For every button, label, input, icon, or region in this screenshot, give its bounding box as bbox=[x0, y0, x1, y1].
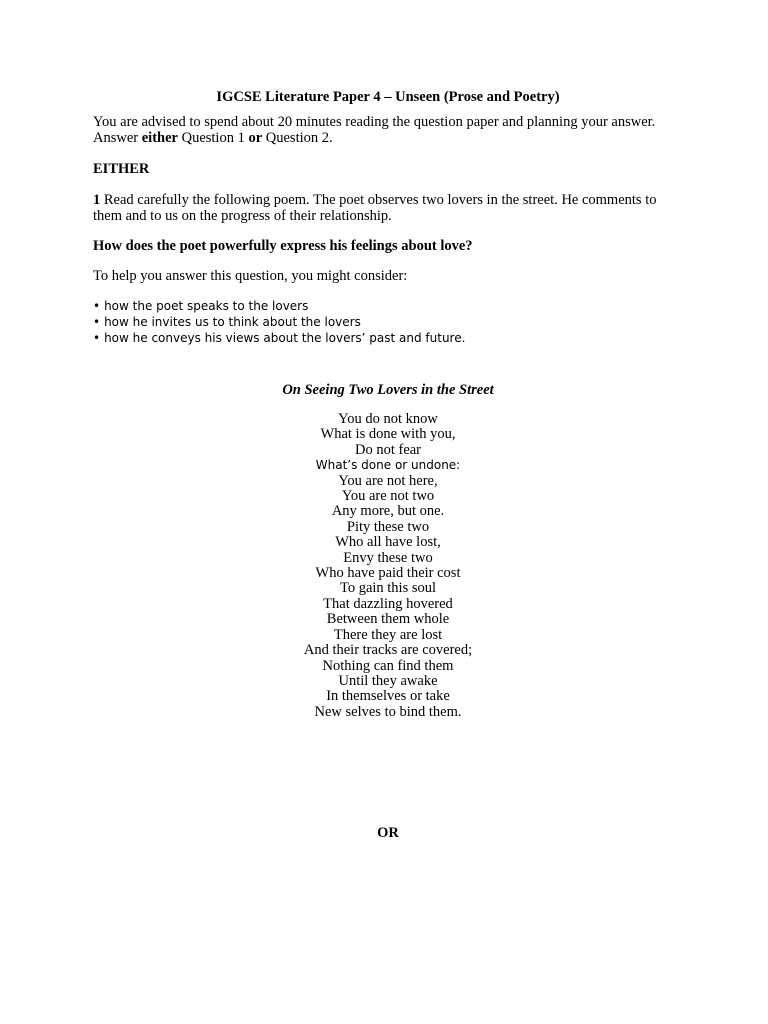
page-title: IGCSE Literature Paper 4 – Unseen (Prose and Poetry) bbox=[216, 89, 560, 105]
poem-line: There they are lost bbox=[333, 626, 443, 643]
list-item: • how he conveys his views about the lovers’ past and future. bbox=[93, 330, 465, 346]
poem-line: Envy these two bbox=[343, 549, 433, 566]
consider-list bbox=[93, 298, 465, 346]
or-heading: OR bbox=[377, 825, 399, 841]
either-heading: EITHER bbox=[93, 161, 150, 177]
question-number: 1 bbox=[93, 192, 101, 208]
poem-line: New selves to bind them. bbox=[314, 703, 462, 720]
poem-line: Any more, but one. bbox=[331, 503, 445, 520]
poem-line: That dazzling hovered bbox=[323, 595, 453, 612]
poem-line: What is done with you, bbox=[320, 426, 456, 443]
poem-line: Pity these two bbox=[346, 518, 430, 535]
poem-line: And their tracks are covered; bbox=[303, 642, 473, 659]
poem-line: Until they awake bbox=[338, 672, 438, 689]
poem-title: On Seeing Two Lovers in the Street bbox=[282, 382, 494, 398]
question1-ref: Question 1 bbox=[177, 130, 249, 146]
poem-line: You are not two bbox=[341, 488, 435, 505]
poem-body bbox=[93, 412, 683, 720]
question1-text bbox=[93, 192, 683, 224]
question-prompt: How does the poet powerfully express his feelings about love? bbox=[93, 238, 473, 254]
poem-line: Nothing can find them bbox=[322, 657, 454, 674]
answer-prefix: Answer bbox=[93, 130, 142, 146]
poem-line: Do not fear bbox=[354, 441, 422, 458]
poem-line: To gain this soul bbox=[339, 580, 437, 597]
instructions-line: You are advised to spend about 20 minutes reading the question paper and planning your answer. bbox=[93, 114, 656, 130]
poem-line: Who all have lost, bbox=[335, 534, 441, 551]
poem-line: You are not here, bbox=[338, 472, 438, 489]
list-item: • how the poet speaks to the lovers bbox=[93, 298, 465, 314]
list-item: • how he invites us to think about the lovers bbox=[93, 314, 465, 330]
poem-line: Who have paid their cost bbox=[315, 565, 461, 582]
exam-page bbox=[93, 0, 683, 1024]
instructions bbox=[93, 114, 683, 146]
consider-intro: To help you answer this question, you might consider: bbox=[93, 268, 408, 284]
question2-ref: Question 2. bbox=[262, 130, 333, 146]
poem-line: Between them whole bbox=[326, 611, 450, 628]
question-body: Read carefully the following poem. The poet observes two lovers in the street. He comments to them and to us on the progress of their relationship. bbox=[93, 192, 657, 224]
or-word: or bbox=[248, 130, 263, 146]
poem-line: You do not know bbox=[338, 411, 438, 427]
either-word: either bbox=[141, 130, 178, 146]
poem-line: In themselves or take bbox=[326, 688, 450, 705]
poem-line: What’s done or undone: bbox=[315, 458, 461, 473]
